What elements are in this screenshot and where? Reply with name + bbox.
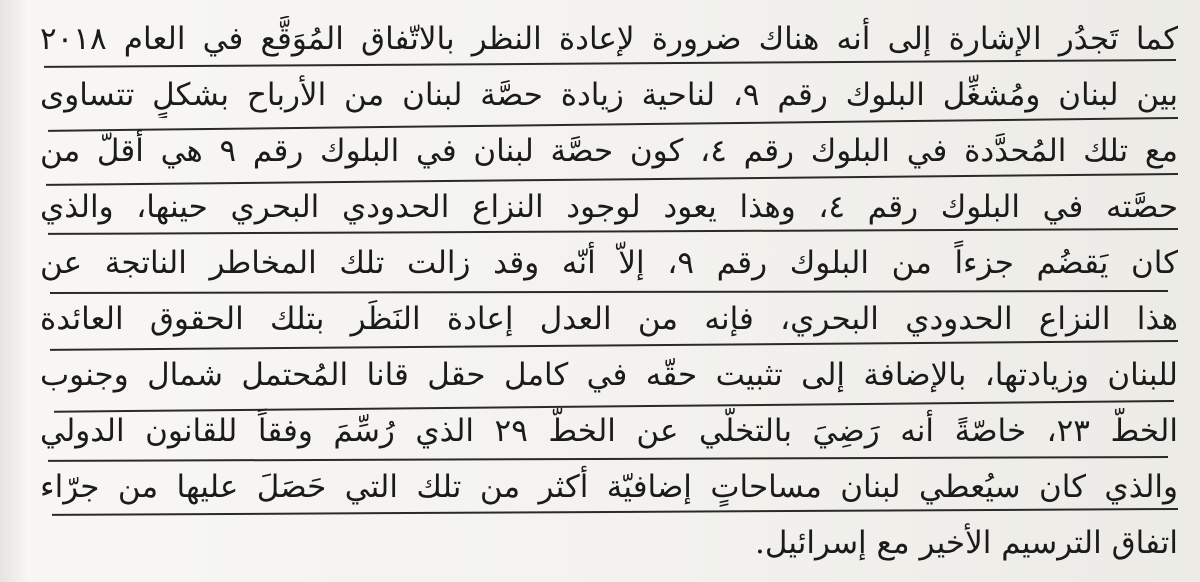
text-line: بين لبنان ومُشغِّل البلوك رقم ٩، لناحية زيادة حصَّة لبنان من الأرباح بشكلٍ تتساوى <box>40 77 1178 113</box>
handwritten-underline <box>48 456 1168 462</box>
text-line: الخطّ ٢٣، خاصّةً أنه رَضِيَ بالتخلّي عن الخطّ ٢٩ الذي رُسِّمَ وفقاً للقانون الدولي <box>40 413 1178 449</box>
text-line: اتفاق الترسيم الأخير مع إسرائيل. <box>755 525 1178 561</box>
arabic-paragraph <box>40 8 1178 576</box>
text-line: هذا النزاع الحدودي البحري، فإنه من العدل إعادة النَظَر بتلك الحقوق العائدة <box>40 301 1178 337</box>
text-line: والذي كان سيُعطي لبنان مساحاتٍ إضافيّة أكثر من تلك التي حَصَلَ عليها من جرّاء <box>40 469 1178 505</box>
text-line: كان يَقضُم جزءاً من البلوك رقم ٩، إلاّ أنّه وقد زالت تلك المخاطر الناتجة عن <box>40 245 1178 281</box>
text-line: حصَّته في البلوك رقم ٤، وهذا يعود لوجود النزاع الحدودي البحري حينها، والذي <box>40 189 1178 225</box>
text-line: للبنان وزيادتها، بالإضافة إلى تثبيت حقّه في كامل حقل قانا المُحتمل شمال وجنوب <box>40 357 1178 393</box>
page-shadow <box>0 0 28 582</box>
text-line: كما تَجدُر الإشارة إلى أنه هناك ضرورة لإعادة النظر بالاتّفاق المُوَقَّع في العام ٢٠١٨ <box>40 21 1178 57</box>
handwritten-underline <box>50 290 1168 294</box>
text-line: مع تلك المُحدَّدة في البلوك رقم ٤، كون حصَّة لبنان في البلوك رقم ٩ هي أقلّ من <box>40 133 1178 169</box>
